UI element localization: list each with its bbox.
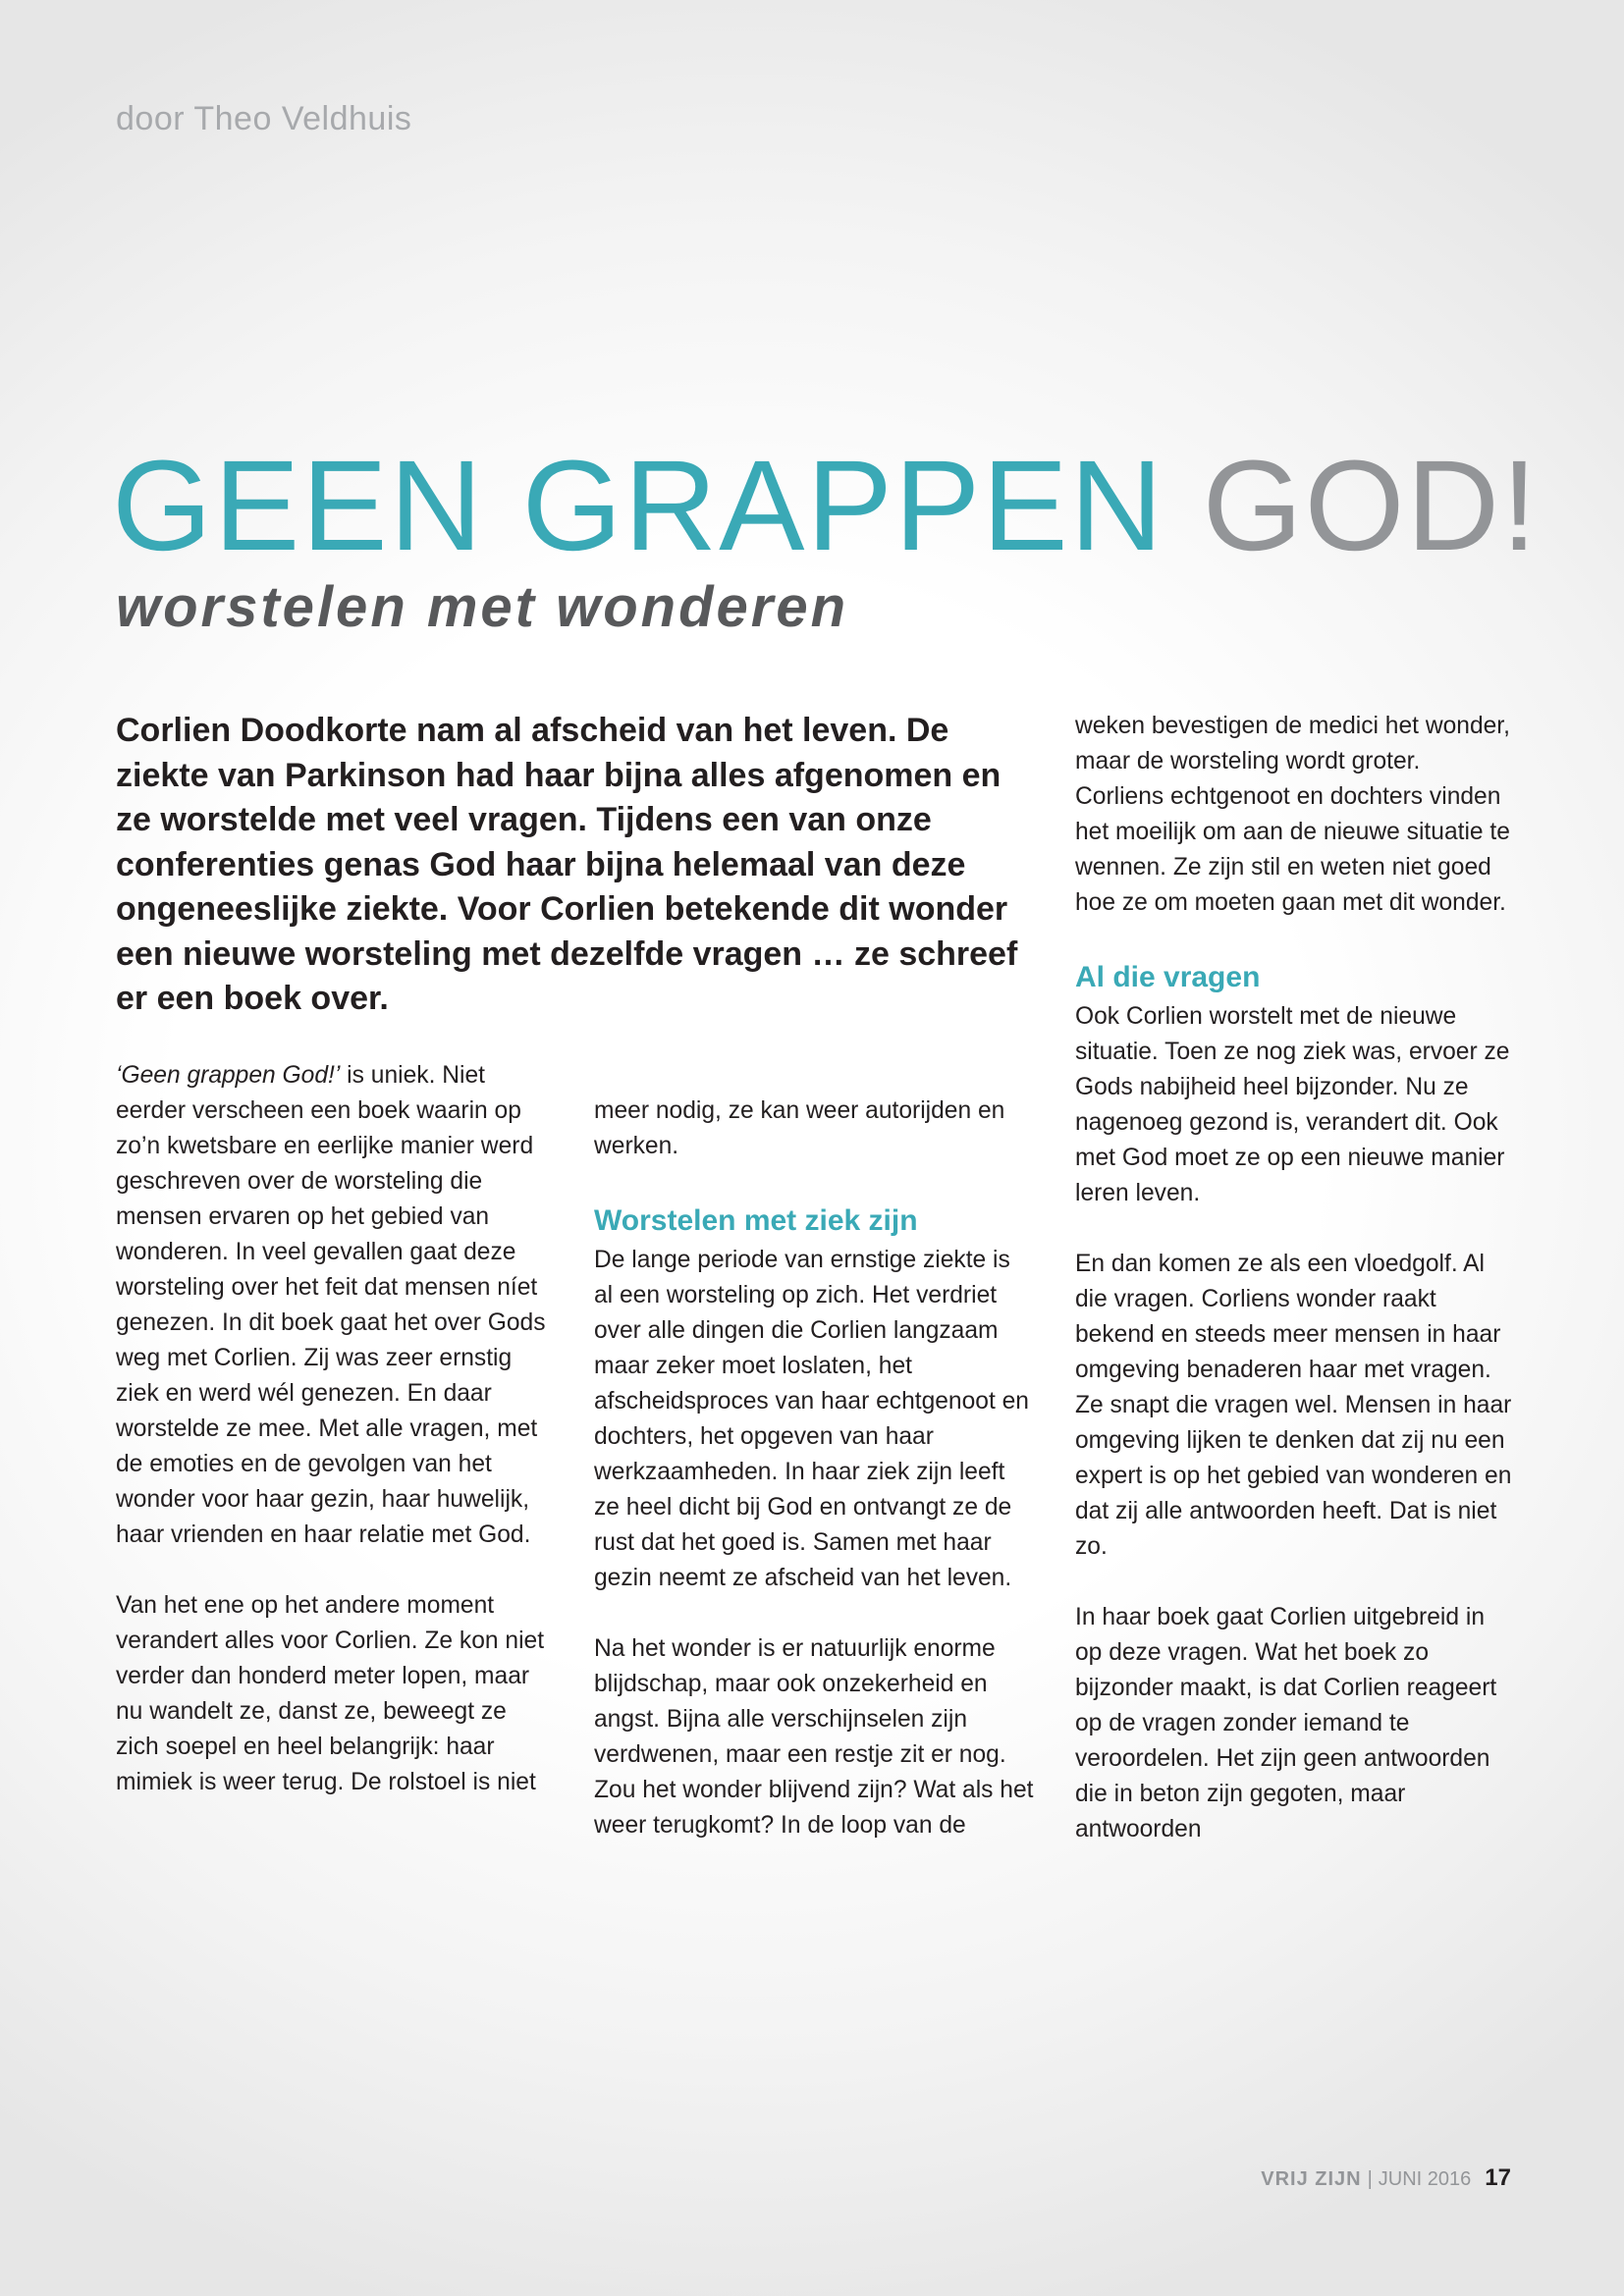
paragraph: meer nodig, ze kan weer autorijden en werken.	[594, 1097, 1005, 1159]
subtitle: worstelen met wonderen	[116, 575, 849, 639]
paragraph: De lange periode van ernstige ziekte is al een worsteling op zich. Het verdriet over alle dingen die Corlien langzaam maar zeker moet loslaten, het afscheidsproces van haar echtgenoot en dochters, het opgeven van haar werkzaamheden. In haar ziek zijn leeft ze heel dicht bij God en ontvangt ze de rust dat het goed is. Samen met haar gezin neemt ze afscheid van het leven.	[594, 1247, 1029, 1591]
magazine-name: VRIJ ZIJN	[1261, 2168, 1362, 2190]
paragraph: Ook Corlien worstelt met de nieuwe situatie. Toen ze nog ziek was, ervoer ze Gods nabijheid heel bijzonder. Nu ze nagenoeg gezond is, verandert dit. Ook met God moet ze op een nieuwe manier leren leven.	[1075, 1003, 1510, 1206]
section-heading: Worstelen met ziek zijn	[594, 1204, 918, 1237]
title-grey: GOD!	[1202, 433, 1540, 577]
section-heading: Al die vragen	[1075, 961, 1261, 993]
issue-date: JUNI 2016	[1378, 2168, 1472, 2190]
footer-separator: |	[1367, 2168, 1373, 2190]
byline: door Theo Veldhuis	[116, 100, 412, 137]
paragraph: Van het ene op het andere moment verandert alles voor Corlien. Ze kon niet verder dan honderd meter lopen, maar nu wandelt ze, danst ze, beweegt ze zich soepel en heel belangrijk: haar mimiek is weer terug. De rolstoel is niet	[116, 1592, 545, 1795]
page-number: 17	[1485, 2164, 1511, 2191]
book-title: ‘Geen grappen God!’	[116, 1062, 341, 1089]
article-column-3	[1075, 709, 1515, 1847]
paragraph: In haar boek gaat Corlien uitgebreid in op deze vragen. Wat het boek zo bijzonder maakt, is dat Corlien reageert op de vragen zonder iemand te veroordelen. Het zijn geen antwoorden die in beton zijn gegoten, maar antwoorden	[1075, 1604, 1497, 1842]
paragraph: En dan komen ze als een vloedgolf. Al die vragen. Corliens wonder raakt bekend en steeds meer mensen in haar omgeving benaderen haar met vragen. Ze snapt die vragen wel. Mensen in haar omgeving lijken te denken dat zij nu een expert is op het gebied van wonderen en dat zij alle antwoorden heeft. Dat is niet zo.	[1075, 1251, 1512, 1560]
paragraph-text: is uniek. Niet eerder verscheen een boek waarin op zo’n kwetsbare en eerlijke manier werd geschreven over de worsteling die mensen ervaren op het gebied van wonderen. In veel gevallen gaat deze worsteling over het feit dat mensen níet genezen. In dit boek gaat het over Gods weg met Corlien. Zij was zeer ernstig ziek en werd wél genezen. En daar worstelde ze mee. Met alle vragen, met de emoties en de gevolgen van het wonder voor haar gezin, haar huwelijk, haar vrienden en haar relatie met God.	[116, 1062, 546, 1548]
title-accent: GEEN GRAPPEN	[112, 433, 1165, 577]
intro-paragraph: Corlien Doodkorte nam al afscheid van het leven. De ziekte van Parkinson had haar bijna alles afgenomen en ze worstelde met veel vragen. Tijdens een van onze conferenties genas God haar bijna helemaal van deze ongeneeslijke ziekte. Voor Corlien betekende dit wonder een nieuwe worsteling met dezelfde vragen … ze schreef er een boek over.	[116, 712, 1018, 1017]
article-column-1	[116, 1058, 556, 1800]
article-column-2	[594, 1094, 1034, 1843]
page-title	[112, 432, 1539, 579]
paragraph: weken bevestigen de medici het wonder, maar de worsteling wordt groter. Corliens echtgenoot en dochters vinden het moeilijk om aan de nieuwe situatie te wennen. Ze zijn stil en weten niet goed hoe ze om moeten gaan met dit wonder.	[1075, 713, 1510, 916]
paragraph	[116, 1058, 556, 1553]
page-footer	[1261, 2164, 1511, 2192]
paragraph: Na het wonder is er natuurlijk enorme blijdschap, maar ook onzekerheid en angst. Bijna alle verschijnselen zijn verdwenen, maar een restje zit er nog. Zou het wonder blijvend zijn? Wat als het weer terugkomt? In de loop van de	[594, 1635, 1034, 1839]
